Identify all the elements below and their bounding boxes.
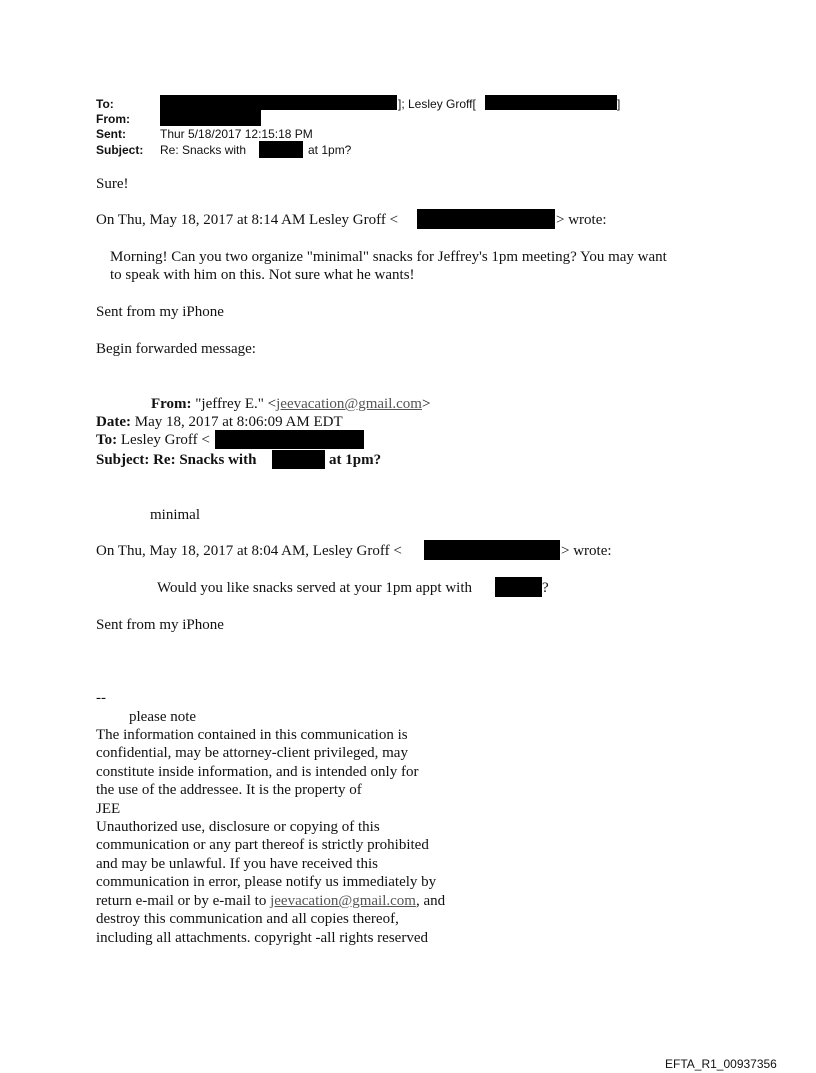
forwarded-from-name: "jeffrey E." <	[191, 396, 277, 412]
signature-iphone-1: Sent from my iPhone	[96, 304, 224, 320]
disclaimer-line: constitute inside information, and is intended only for	[96, 764, 419, 780]
disclaimer-note: please note	[129, 709, 197, 725]
disclaimer-dashes: --	[96, 690, 106, 706]
forwarded-date-label: Date:	[96, 414, 131, 430]
disclaimer-return-prefix: return e-mail or by e-mail to	[96, 893, 271, 909]
forwarded-date-value: May 18, 2017 at 8:06:09 AM EDT	[130, 414, 343, 430]
forwarded-to-label: To:	[96, 432, 118, 448]
forwarded-subject-suffix: at 1pm?	[329, 452, 382, 468]
disclaimer-return-line	[96, 892, 445, 910]
from-label: From:	[96, 112, 130, 126]
disclaimer-line: confidential, may be attorney-client privileged, may	[96, 745, 408, 761]
forwarded-from-label: From:	[151, 396, 192, 412]
forwarded-to-value: Lesley Groff <	[117, 432, 210, 448]
sent-value: Thur 5/18/2017 12:15:18 PM	[160, 127, 313, 141]
sent-label: Sent:	[96, 127, 126, 141]
original-intro-prefix: On Thu, May 18, 2017 at 8:04 AM, Lesley Groff <	[96, 543, 402, 559]
redaction-original-email	[424, 540, 560, 560]
redaction-subject-name	[259, 141, 303, 158]
redaction-forwarded-to	[215, 430, 364, 449]
original-question-suffix: ?	[542, 580, 549, 596]
signature-iphone-2: Sent from my iPhone	[96, 617, 224, 633]
disclaimer-line: The information contained in this communication is	[96, 727, 408, 743]
disclaimer-line: communication in error, please notify us immediately by	[96, 874, 437, 890]
to-close: ]	[617, 97, 621, 111]
forwarded-from-email-link[interactable]: jeevacation@gmail.com	[276, 396, 422, 412]
redaction-from	[160, 110, 261, 126]
original-intro-suffix: > wrote:	[561, 543, 612, 559]
redaction-original-name	[495, 577, 542, 597]
subject-label: Subject:	[96, 143, 144, 157]
redaction-quote-email	[417, 209, 555, 229]
forward-label: Begin forwarded message:	[96, 341, 256, 357]
subject-prefix: Re: Snacks with	[160, 143, 247, 157]
disclaimer-line: the use of the addressee. It is the property of	[96, 782, 362, 798]
reply-text: Sure!	[96, 176, 129, 192]
disclaimer-line: communication or any part thereof is strictly prohibited	[96, 837, 429, 853]
forwarded-body: minimal	[150, 507, 200, 523]
document-id: EFTA_R1_00937356	[665, 1057, 777, 1071]
disclaimer-line: Unauthorized use, disclosure or copying of this	[96, 819, 380, 835]
forwarded-from-line	[151, 395, 430, 413]
disclaimer-line: JEE	[96, 801, 121, 817]
forwarded-from-close: >	[421, 396, 431, 412]
quoted-message-line2: to speak with him on this. Not sure what he wants!	[110, 267, 415, 283]
redaction-forwarded-subject	[272, 450, 325, 469]
subject-suffix: at 1pm?	[308, 143, 352, 157]
disclaimer-return-suffix: , and	[415, 893, 446, 909]
quote-intro-suffix: > wrote:	[556, 212, 607, 228]
to-suffix: ]; Lesley Groff[	[398, 97, 476, 111]
quote-intro-prefix: On Thu, May 18, 2017 at 8:14 AM Lesley Groff <	[96, 212, 399, 228]
redaction-to-recipient	[160, 95, 397, 110]
disclaimer-line: including all attachments. copyright -all rights reserved	[96, 930, 428, 946]
forwarded-to-line	[96, 431, 210, 449]
disclaimer-email-link[interactable]: jeevacation@gmail.com	[270, 893, 416, 909]
original-question: Would you like snacks served at your 1pm appt with	[157, 580, 472, 596]
disclaimer-line: and may be unlawful. If you have received this	[96, 856, 378, 872]
disclaimer-line: destroy this communication and all copies thereof,	[96, 911, 399, 927]
quoted-message-line1: Morning! Can you two organize "minimal" snacks for Jeffrey's 1pm meeting? You may want	[110, 249, 667, 265]
forwarded-subject-label: Subject: Re: Snacks with	[96, 452, 257, 468]
forwarded-date-line	[96, 413, 343, 431]
redaction-to-email	[485, 95, 617, 110]
to-label: To:	[96, 97, 114, 111]
